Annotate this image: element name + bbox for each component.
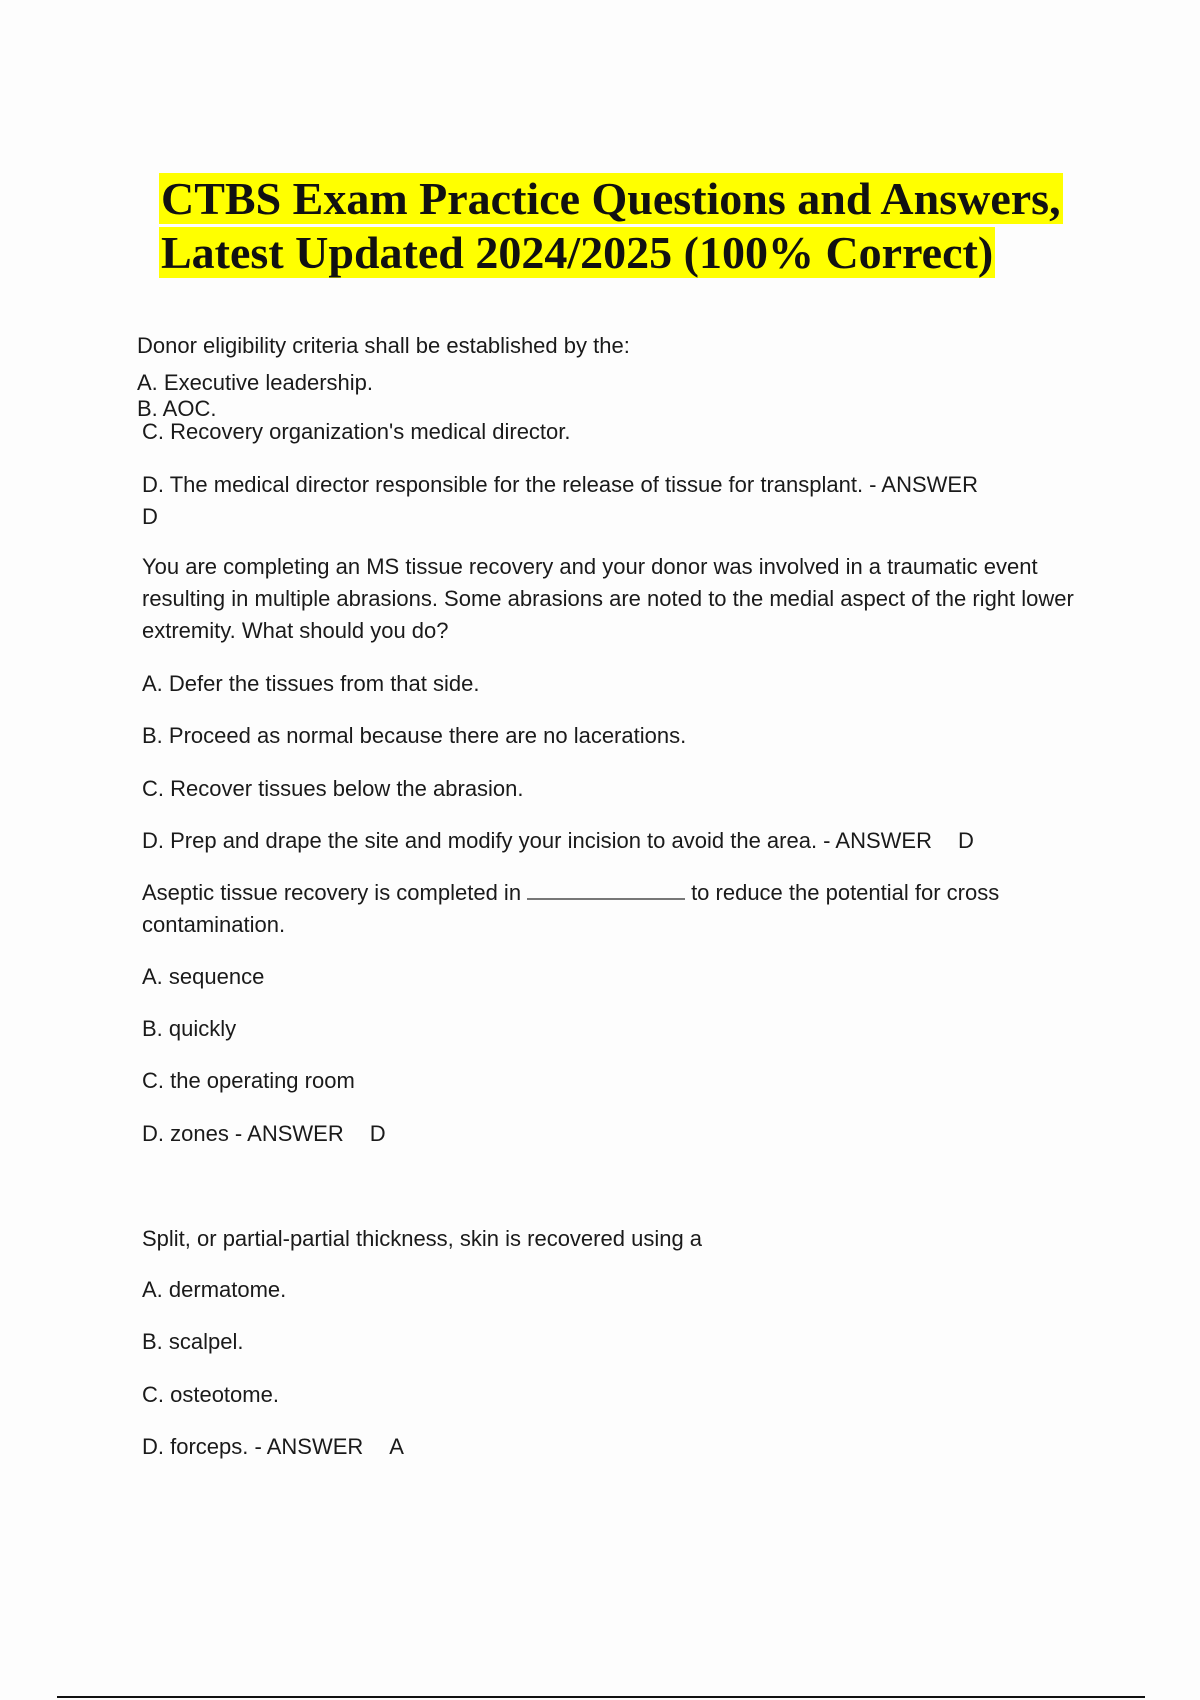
question-3-stem-row	[142, 877, 999, 909]
question-1-option-a: A. Executive leadership.	[137, 370, 374, 395]
question-3-option-d-row	[142, 1118, 386, 1150]
question-3-option-b: B. quickly	[142, 1016, 237, 1041]
question-4-option-d-row	[142, 1431, 404, 1463]
question-4-stem: Split, or partial-partial thickness, skin is recovered using a	[142, 1226, 703, 1251]
question-1-option-c: C. Recovery organization's medical director.	[142, 419, 571, 444]
document-title	[159, 172, 1119, 280]
question-1-stem: Donor eligibility criteria shall be established by the:	[137, 333, 630, 358]
question-4-option-d: D. forceps. - ANSWER	[142, 1434, 364, 1459]
question-2-option-d-row	[142, 825, 974, 857]
question-2-option-b: B. Proceed as normal because there are no lacerations.	[142, 723, 687, 748]
question-4-option-c: C. osteotome.	[142, 1382, 279, 1407]
title-line-1: CTBS Exam Practice Questions and Answers,	[161, 173, 1061, 224]
question-3-stem-after: to reduce the potential for cross	[691, 880, 1000, 905]
question-3-stem-before: Aseptic tissue recovery is completed in	[142, 880, 522, 905]
question-2-stem: You are completing an MS tissue recovery and your donor was involved in a traumatic event resulting in multiple abrasions. Some abrasions are noted to the medial aspect of the right lower extremity. What should you do?	[142, 554, 1074, 643]
question-2-option-a: A. Defer the tissues from that side.	[142, 671, 480, 696]
question-3-option-c: C. the operating room	[142, 1068, 355, 1093]
question-2-option-c: C. Recover tissues below the abrasion.	[142, 776, 524, 801]
footer-rule	[57, 1696, 1145, 1698]
question-3-option-d: D. zones - ANSWER	[142, 1121, 344, 1146]
question-4-option-a: A. dermatome.	[142, 1277, 287, 1302]
fill-in-blank	[527, 878, 685, 900]
question-3-option-a: A. sequence	[142, 964, 265, 989]
question-4-answer: A	[389, 1434, 404, 1459]
question-1-answer: D	[142, 504, 158, 529]
question-4-option-b: B. scalpel.	[142, 1329, 244, 1354]
title-line-2: Latest Updated 2024/2025 (100% Correct)	[161, 227, 994, 278]
question-3-answer: D	[369, 1121, 386, 1146]
question-2-option-d: D. Prep and drape the site and modify your incision to avoid the area. - ANSWER	[142, 828, 932, 853]
question-1-option-d: D. The medical director responsible for the release of tissue for transplant. - ANSWER	[142, 472, 978, 497]
question-3-stem-line2: contamination.	[142, 912, 286, 937]
question-2-answer: D	[957, 828, 974, 853]
question-1-option-b: B. AOC.	[137, 396, 217, 421]
